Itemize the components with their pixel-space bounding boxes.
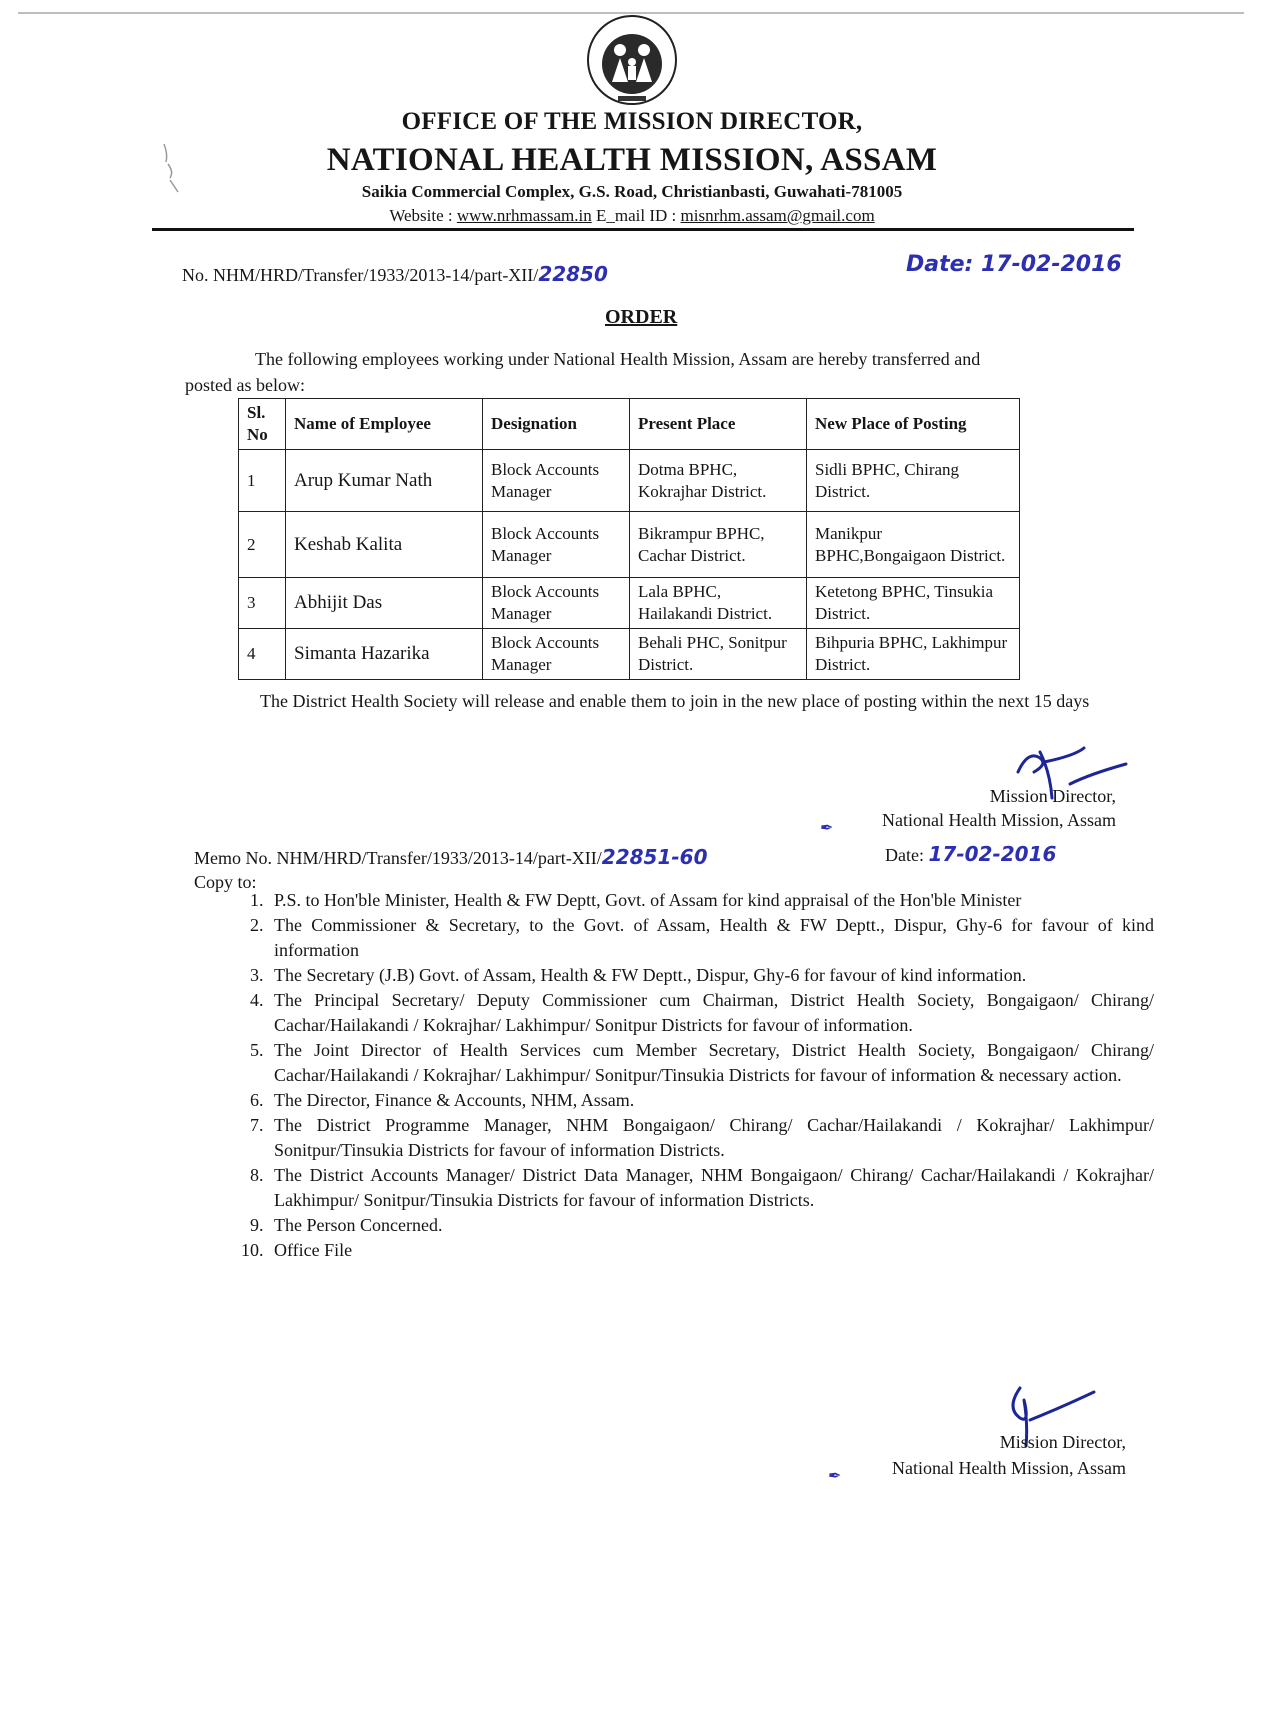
cell-present: Dotma BPHC, Kokrajhar District. bbox=[630, 450, 807, 512]
cell-present: Bikrampur BPHC, Cachar District. bbox=[630, 512, 807, 578]
office-address: Saikia Commercial Complex, G.S. Road, Christianbasti, Guwahati-781005 bbox=[361, 182, 903, 201]
cell-new: Sidli BPHC, Chirang District. bbox=[807, 450, 1020, 512]
cell-name: Keshab Kalita bbox=[286, 512, 483, 578]
header-divider bbox=[152, 228, 1134, 231]
col-header-name: Name of Employee bbox=[286, 399, 483, 450]
signatory-org: National Health Mission, Assam bbox=[882, 810, 1116, 830]
memo-date-label: Date: bbox=[885, 845, 929, 865]
cell-new: Ketetong BPHC, Tinsukia District. bbox=[807, 578, 1020, 629]
cell-designation: Block Accounts Manager bbox=[483, 450, 630, 512]
copy-list bbox=[232, 888, 1154, 1263]
list-item: 1. P.S. to Hon'ble Minister, Health & FW Deptt, Govt. of Assam for kind appraisal of the Hon'ble Minister bbox=[268, 888, 1154, 913]
website-link[interactable]: www.nrhmassam.in bbox=[456, 206, 592, 225]
memo-number bbox=[194, 845, 708, 869]
order-date: Date: 17-02-2016 bbox=[906, 252, 1122, 277]
cell-name: Arup Kumar Nath bbox=[286, 450, 483, 512]
cell-sl: 2 bbox=[239, 512, 286, 578]
col-header-sl: Sl. No bbox=[239, 399, 286, 450]
list-item: 3. The Secretary (J.B) Govt. of Assam, Health & FW Deptt., Dispur, Ghy-6 for favour of kind information. bbox=[268, 963, 1154, 988]
copy-to-label: Copy to: bbox=[194, 872, 257, 892]
list-item: 5. The Joint Director of Health Services cum Member Secretary, District Health Society, Bongaigaon/ Chirang/ Cachar/Hailakandi / Kokrajhar/ Lakhimpur/ Sonitpur/Tinsukia Districts for favour of information & necessary action. bbox=[268, 1038, 1154, 1088]
cell-new: Manikpur BPHC,Bongaigaon District. bbox=[807, 512, 1020, 578]
table-header-row bbox=[239, 399, 1020, 450]
table-row bbox=[239, 512, 1020, 578]
cell-new: Bihpuria BPHC, Lakhimpur District. bbox=[807, 629, 1020, 680]
table-row bbox=[239, 629, 1020, 680]
list-item: 9. The Person Concerned. bbox=[268, 1213, 1154, 1238]
reference-number bbox=[182, 262, 608, 286]
col-header-designation: Designation bbox=[483, 399, 630, 450]
signatory-title: Mission Director, bbox=[999, 1432, 1126, 1452]
cell-designation: Block Accounts Manager bbox=[483, 629, 630, 680]
memo-handwritten-number: 22851-60 bbox=[601, 845, 708, 869]
office-heading: OFFICE OF THE MISSION DIRECTOR, bbox=[401, 108, 863, 135]
order-heading: ORDER bbox=[605, 306, 678, 328]
cell-designation: Block Accounts Manager bbox=[483, 512, 630, 578]
col-header-present: Present Place bbox=[630, 399, 807, 450]
website-label: Website : bbox=[389, 206, 457, 225]
cell-name: Abhijit Das bbox=[286, 578, 483, 629]
cell-sl: 1 bbox=[239, 450, 286, 512]
release-note: The District Health Society will release and enable them to join in the new place of posting within the next 15 days bbox=[260, 691, 1090, 711]
cell-present: Behali PHC, Sonitpur District. bbox=[630, 629, 807, 680]
cell-designation: Block Accounts Manager bbox=[483, 578, 630, 629]
memo-date-value: 17-02-2016 bbox=[928, 842, 1057, 866]
transfer-table bbox=[238, 398, 1020, 680]
signatory-org: National Health Mission, Assam bbox=[892, 1458, 1126, 1478]
list-item: 2. The Commissioner & Secretary, to the Govt. of Assam, Health & FW Deptt., Dispur, Ghy-6 for favour of kind information bbox=[268, 913, 1154, 963]
list-item: 8. The District Accounts Manager/ District Data Manager, NHM Bongaigaon/ Chirang/ Cachar/Hailakandi / Kokrajhar/ Lakhimpur/ Sonitpur/Tinsukia Districts for favour of information Districts. bbox=[268, 1163, 1154, 1213]
table-row bbox=[239, 450, 1020, 512]
list-item: 6. The Director, Finance & Accounts, NHM, Assam. bbox=[268, 1088, 1154, 1113]
list-item: 7. The District Programme Manager, NHM Bongaigaon/ Chirang/ Cachar/Hailakandi / Kokrajhar/ Lakhimpur/ Sonitpur/Tinsukia Districts for favour of information Districts. bbox=[268, 1113, 1154, 1163]
signatory-title: Mission Director, bbox=[989, 786, 1116, 806]
reference-prefix: No. NHM/HRD/Transfer/1933/2013-14/part-XII/ bbox=[182, 265, 539, 285]
memo-prefix: Memo No. NHM/HRD/Transfer/1933/2013-14/part-XII/ bbox=[194, 848, 602, 868]
col-header-new: New Place of Posting bbox=[807, 399, 1020, 450]
reference-handwritten-number: 22850 bbox=[538, 262, 608, 286]
memo-date bbox=[885, 842, 1056, 866]
pen-mark-icon: ✒ bbox=[820, 820, 834, 837]
table-row bbox=[239, 578, 1020, 629]
email-link[interactable]: misnrhm.assam@gmail.com bbox=[680, 206, 875, 225]
list-item: 4. The Principal Secretary/ Deputy Commissioner cum Chairman, District Health Society, Bongaigaon/ Chirang/ Cachar/Hailakandi / Kokrajhar/ Lakhimpur/ Sonitpur Districts for favour of information. bbox=[268, 988, 1154, 1038]
order-intro: The following employees working under National Health Mission, Assam are hereby transferred and posted as below: bbox=[185, 349, 981, 395]
cell-sl: 4 bbox=[239, 629, 286, 680]
nhm-logo-icon bbox=[568, 12, 696, 114]
cell-present: Lala BPHC, Hailakandi District. bbox=[630, 578, 807, 629]
pen-mark-icon: ✒ bbox=[828, 1468, 842, 1485]
list-item: 10. Office File bbox=[268, 1238, 1154, 1263]
email-label: E_mail ID : bbox=[591, 206, 681, 225]
cell-name: Simanta Hazarika bbox=[286, 629, 483, 680]
contact-line bbox=[0, 206, 1264, 226]
cell-sl: 3 bbox=[239, 578, 286, 629]
mission-heading: NATIONAL HEALTH MISSION, ASSAM bbox=[326, 142, 938, 178]
